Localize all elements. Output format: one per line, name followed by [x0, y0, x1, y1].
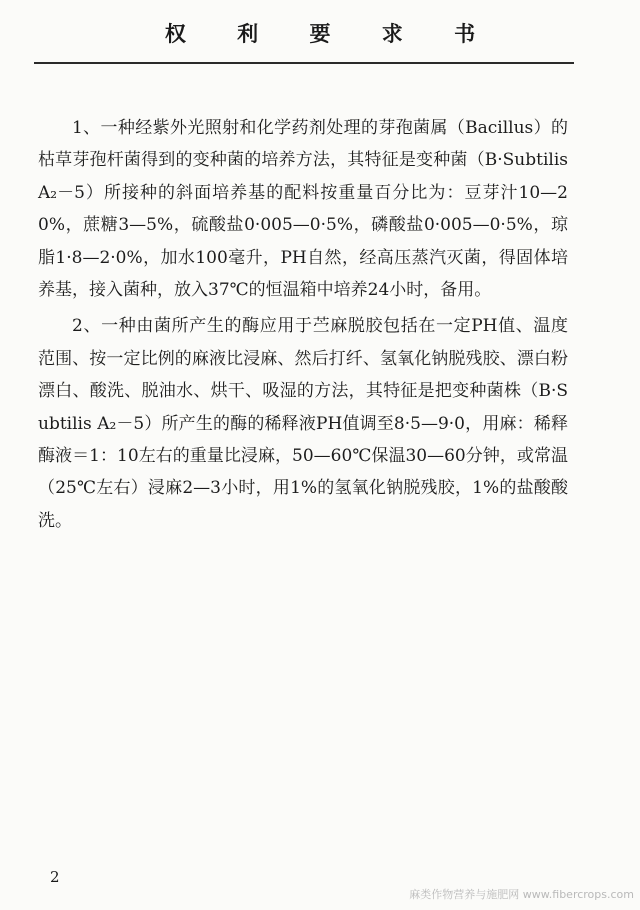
page-title: 权 利 要 求 书 — [164, 21, 498, 46]
claims-body — [38, 112, 568, 537]
title-divider — [34, 62, 574, 64]
claim-paragraph-2: 2、一种由菌所产生的酶应用于苎麻脱胶包括在一定PH值、温度范围、按一定比例的麻液比浸麻、然后打纤、氢氧化钠脱残胶、漂白粉漂白、酸洗、脱油水、烘干、吸湿的方法，其特征是把变种菌株（B·Subtilis A₂－5）所产生的酶的稀释液PH值调至8·5—9·0，用麻：稀释酶液＝1：10左右的重量比浸麻，50—60℃保温30—60分钟，或常温（25℃左右）浸麻2—3小时，用1%的氢氧化钠脱残胶，1%的盐酸酸洗。 — [38, 316, 568, 531]
claim-paragraph-1: 1、一种经紫外光照射和化学药剂处理的芽孢菌属（Bacillus）的枯草芽孢杆菌得到的变种菌的培养方法，其特征是变种菌（B·Subtilis A₂－5）所接种的斜面培养基的配料按重量百分比为：豆芽汁10—20%，蔗糖3—5%，硫酸盐0·005—0·5%，磷酸盐0·005—0·5%，琼脂1·8—2·0%，加水100毫升，PH自然，经高压蒸汽灭菌，得固体培养基，接入菌种，放入37℃的恒温箱中培养24小时，备用。 — [38, 118, 568, 301]
watermark: 麻类作物营养与施肥网 www.fibercrops.com — [409, 888, 634, 901]
page-number: 2 — [50, 868, 60, 886]
